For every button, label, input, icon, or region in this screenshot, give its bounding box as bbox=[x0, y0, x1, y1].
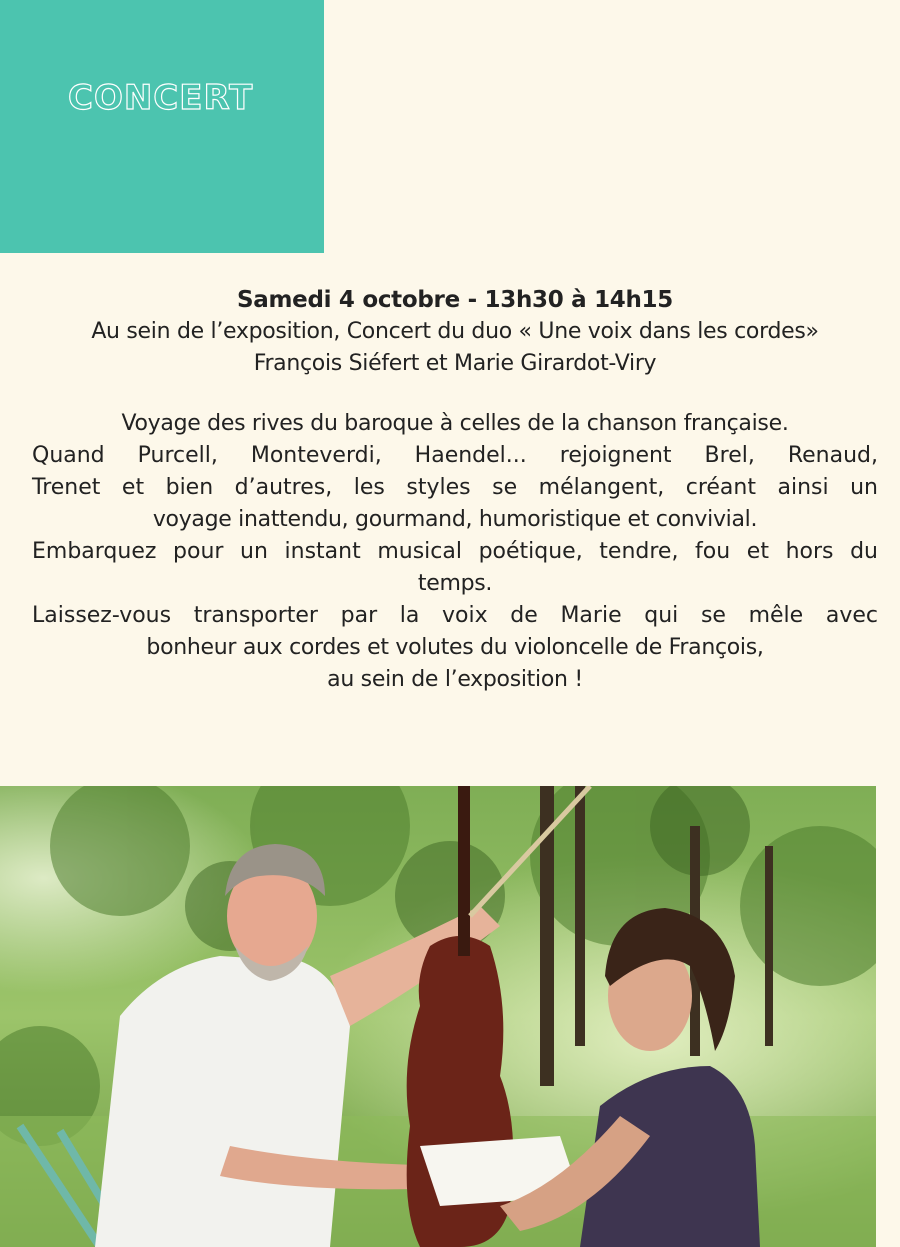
description-line: bonheur aux cordes et volutes du violoncelle de François, bbox=[146, 635, 764, 660]
event-date: Samedi 4 octobre - 13h30 à 14h15 bbox=[237, 287, 673, 313]
event-text bbox=[32, 284, 878, 696]
section-title: CONCERT bbox=[68, 78, 254, 118]
description-line: Quand Purcell, Monteverdi, Haendel... rejoignent Brel, Renaud, bbox=[32, 443, 878, 468]
event-intro: Au sein de l’exposition, Concert du duo « Une voix dans les cordes» bbox=[91, 319, 819, 344]
description-line: au sein de l’exposition ! bbox=[327, 667, 583, 692]
header-banner bbox=[0, 0, 324, 253]
event-performers: François Siéfert et Marie Girardot-Viry bbox=[253, 351, 657, 376]
description-line: Laissez-vous transporter par la voix de Marie qui se mêle avec bbox=[32, 603, 878, 628]
description-line: temps. bbox=[417, 571, 493, 596]
description-line: Voyage des rives du baroque à celles de la chanson française. bbox=[121, 411, 789, 436]
duo-photo bbox=[0, 786, 876, 1247]
description-line: Trenet et bien d’autres, les styles se mélangent, créant ainsi un bbox=[32, 475, 878, 500]
description-line: voyage inattendu, gourmand, humoristique et convivial. bbox=[152, 507, 758, 532]
description-line: Embarquez pour un instant musical poétique, tendre, fou et hors du bbox=[32, 539, 878, 564]
